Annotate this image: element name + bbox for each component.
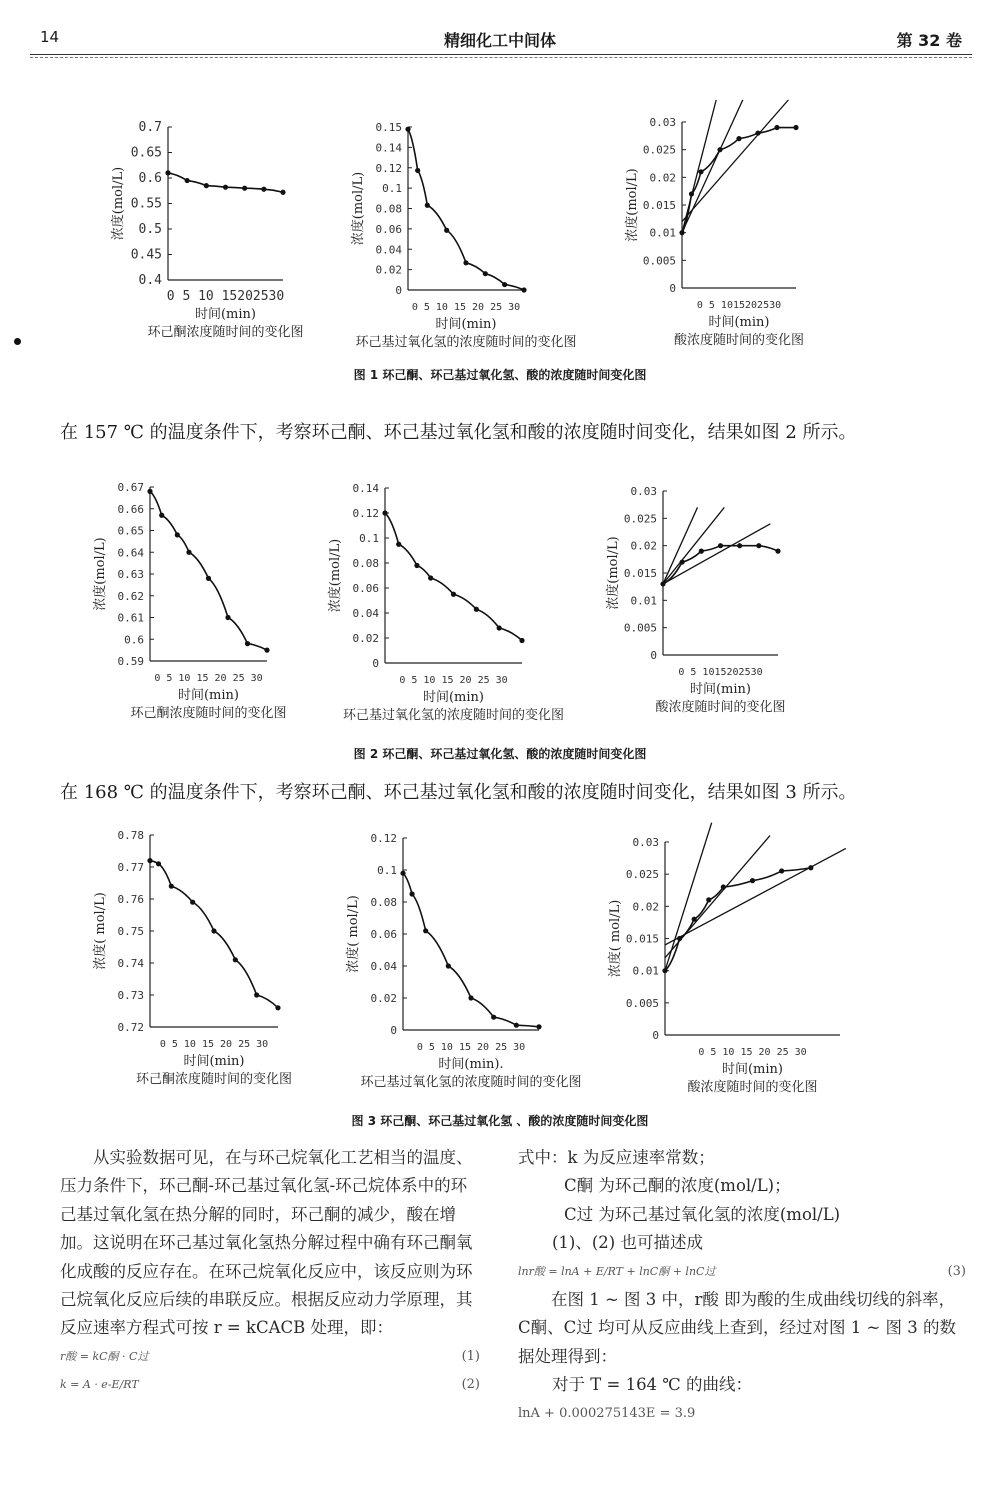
y-tick-label: 0.75 xyxy=(117,925,144,938)
y-tick-label: 0.04 xyxy=(370,960,397,973)
y-tick-label: 0.025 xyxy=(623,512,657,526)
data-point xyxy=(779,868,784,873)
y-tick-label: 0.14 xyxy=(375,141,402,155)
data-point xyxy=(409,891,414,896)
y-tick-label: 0.02 xyxy=(375,263,402,277)
y-tick-label: 0.65 xyxy=(130,145,162,161)
y-tick-label: 0.02 xyxy=(649,171,676,185)
equation-2-text: k = A · e-E/RT xyxy=(60,1378,139,1392)
y-tick-label: 0.1 xyxy=(382,182,402,196)
equation-3 xyxy=(518,1258,966,1286)
x-axis-label: 时间(min) xyxy=(194,307,257,322)
data-point xyxy=(514,1023,519,1028)
page-number: 14 xyxy=(40,28,60,46)
data-point xyxy=(808,865,813,870)
y-axis-label: 浓度(mol/L) xyxy=(625,168,640,242)
x-axis-label: 时间(min). xyxy=(438,1057,504,1072)
x-axis-label: 时间(min) xyxy=(708,315,770,330)
y-axis-label: 浓度(mol/L) xyxy=(351,171,366,246)
panel-subtitle: 环己酮浓度随时间的变化图 xyxy=(130,706,287,721)
data-point xyxy=(400,871,405,876)
panel-subtitle: 环己酮浓度随时间的变化图 xyxy=(147,325,304,340)
x-axis-label: 时间(min) xyxy=(183,1054,245,1069)
y-tick-label: 0.63 xyxy=(117,568,144,581)
y-tick-label: 0.03 xyxy=(632,836,659,849)
data-point xyxy=(706,897,711,902)
y-tick-label: 0.06 xyxy=(370,928,397,941)
data-point xyxy=(721,884,726,889)
y-tick-label: 0.01 xyxy=(649,226,676,240)
y-tick-label: 0.78 xyxy=(117,829,144,842)
x-tick-labels: 0 5 10 15202530 xyxy=(166,289,285,304)
right-line-2: C酮 为环己酮的浓度(mol/L)； xyxy=(564,1176,791,1196)
y-tick-label: 0.73 xyxy=(117,989,144,1002)
y-tick-label: 0.04 xyxy=(375,243,402,257)
y-tick-label: 0.02 xyxy=(352,632,379,645)
equation-3-text: lnr酸 = lnA + E/RT + lnC酮 + lnC过 xyxy=(518,1264,716,1278)
right-column xyxy=(518,1144,966,1428)
y-tick-label: 0.01 xyxy=(632,964,659,978)
fit-curve xyxy=(403,873,539,1027)
fit-curve xyxy=(665,868,811,971)
y-tick-label: 0.1 xyxy=(377,864,397,877)
y-axis-label: 浓度( mol/L) xyxy=(93,892,108,970)
y-tick-label: 0.03 xyxy=(649,116,676,129)
data-point xyxy=(750,878,755,883)
y-tick-label: 0.64 xyxy=(117,546,144,560)
data-point xyxy=(662,968,667,973)
x-tick-labels: 0 5 10 15 20 25 30 xyxy=(698,1047,807,1058)
y-tick-label: 0.7 xyxy=(138,120,162,135)
data-point xyxy=(190,900,195,905)
y-tick-label: 0.76 xyxy=(117,893,144,906)
y-axis-label: 浓度(mol/L) xyxy=(328,538,343,613)
tangent-line xyxy=(665,823,712,971)
tangent-line xyxy=(665,848,846,945)
y-tick-label: 0 xyxy=(372,657,379,670)
y-tick-label: 0 xyxy=(652,1029,659,1042)
y-axis-label: 浓度( mol/L) xyxy=(346,895,361,973)
x-tick-labels: 0 5 10 15 20 25 30 xyxy=(159,1039,269,1050)
equation-1-number: (1) xyxy=(461,1348,480,1364)
equation-1 xyxy=(60,1343,480,1371)
data-point xyxy=(254,992,259,997)
data-point xyxy=(423,928,428,933)
panel-subtitle: 环己基过氧化氢的浓度随时间的变化图 xyxy=(360,1075,582,1090)
y-tick-label: 0.77 xyxy=(117,861,144,874)
data-point xyxy=(147,858,152,863)
y-axis-label: 浓度(mol/L) xyxy=(93,537,108,611)
y-tick-label: 0.14 xyxy=(352,482,379,495)
panel-subtitle: 环己酮浓度随时间的变化图 xyxy=(135,1072,293,1087)
y-tick-label: 0.02 xyxy=(370,992,397,1005)
y-axis-label: 浓度(mol/L) xyxy=(111,166,126,241)
data-point xyxy=(692,917,697,922)
y-tick-label: 0.025 xyxy=(642,143,676,157)
y-tick-label: 0.6 xyxy=(124,633,144,647)
y-tick-label: 0.45 xyxy=(130,247,162,263)
data-point xyxy=(677,936,682,941)
chart-panel xyxy=(345,832,582,1090)
panel-subtitle: 环己基过氧化氢的浓度随时间的变化图 xyxy=(342,708,565,723)
y-tick-label: 0.66 xyxy=(117,502,144,516)
y-tick-label: 0.08 xyxy=(375,202,402,216)
data-point xyxy=(156,861,161,866)
paragraph-168: 在 168 ℃ 的温度条件下，考察环己酮、环己基过氧化氢和酸的浓度随时间变化，结果如图 3 所示。 xyxy=(60,782,857,803)
y-tick-label: 0.1 xyxy=(359,532,379,545)
x-tick-labels: 0 5 10 15 20 25 30 xyxy=(411,302,521,313)
y-axis-label: 浓度(mol/L) xyxy=(606,536,621,610)
equation-4-text: lnA + 0.000275143E = 3.9 xyxy=(518,1405,696,1421)
y-tick-label: 0.4 xyxy=(138,273,162,288)
equation-1-text: r酸 = kC酮 · C过 xyxy=(60,1349,149,1363)
equation-2-number: (2) xyxy=(461,1377,480,1393)
right-line-3: C过 为环己基过氧化氢的浓度(mol/L) xyxy=(564,1204,841,1224)
y-tick-label: 0.005 xyxy=(625,996,659,1010)
x-axis-label: 时间(min) xyxy=(689,682,752,697)
y-axis-label: 浓度( mol/L) xyxy=(608,899,623,978)
y-tick-label: 0.61 xyxy=(117,611,144,625)
y-tick-label: 0.02 xyxy=(630,539,657,553)
x-tick-labels: 0 5 10 15 20 25 30 xyxy=(154,673,263,684)
y-tick-label: 0.08 xyxy=(370,896,397,909)
chart-panel xyxy=(607,823,846,1095)
y-tick-label: 0.08 xyxy=(352,557,379,570)
body-text-left: 从实验数据可见，在与环己烷氧化工艺相当的温度、压力条件下，环己酮-环己基过氧化氢-环己烷体系中的环己基过氧化氢在热分解的同时，环己酮的减少，酸在增加。这说明在环己基过氧化氢热分解过程中确有环己酮氧化成酸的反应存在。在环己烷氧化反应中，该反应则为环己烷氧化反应后续的串联反应。根据反应动力学原理，其反应速率方程式可按 r = kCACB 处理，即： xyxy=(60,1148,473,1338)
y-tick-label: 0 xyxy=(650,649,657,662)
data-point xyxy=(169,884,174,889)
y-tick-label: 0.67 xyxy=(117,481,144,494)
panel-subtitle: 酸浓度随时间的变化图 xyxy=(673,333,805,348)
x-axis-label: 时间(min) xyxy=(177,688,240,703)
data-point xyxy=(446,963,451,968)
data-point xyxy=(468,995,473,1000)
x-axis-label: 时间(min) xyxy=(435,317,497,332)
y-tick-label: 0.5 xyxy=(138,222,162,237)
y-tick-label: 0.6 xyxy=(138,171,162,186)
y-tick-label: 0.72 xyxy=(117,1021,144,1034)
y-tick-label: 0.025 xyxy=(625,868,659,882)
x-tick-labels: 0 5 1015202530 xyxy=(696,300,782,311)
y-tick-label: 0.02 xyxy=(632,900,659,914)
equation-2 xyxy=(60,1371,480,1399)
equation-3-number: (3) xyxy=(947,1263,966,1279)
y-tick-label: 0.03 xyxy=(630,485,657,498)
y-tick-label: 0.06 xyxy=(375,222,402,236)
y-tick-label: 0.06 xyxy=(352,582,379,595)
y-tick-label: 0 xyxy=(395,284,402,297)
y-tick-label: 0.015 xyxy=(623,567,657,580)
y-tick-label: 0.65 xyxy=(117,524,144,538)
x-tick-labels: 0 5 10 15 20 25 30 xyxy=(399,675,508,686)
y-tick-label: 0.01 xyxy=(630,594,657,608)
y-tick-label: 0.55 xyxy=(130,196,162,212)
panel-subtitle: 酸浓度随时间的变化图 xyxy=(655,700,786,715)
panel-subtitle: 环己基过氧化氢的浓度随时间的变化图 xyxy=(355,335,577,350)
equation-4 xyxy=(518,1400,966,1428)
data-point xyxy=(275,1005,280,1010)
data-point xyxy=(536,1024,541,1029)
right-line-4: (1)、(2) 也可描述成 xyxy=(552,1233,703,1253)
y-tick-label: 0.005 xyxy=(623,621,657,635)
y-tick-label: 0.015 xyxy=(642,199,676,212)
y-tick-label: 0.12 xyxy=(352,507,379,520)
y-tick-label: 0.74 xyxy=(117,957,144,970)
figure-2-caption: 图 2 环己酮、环己基过氧化氢、酸的浓度随时间变化图 xyxy=(353,747,647,761)
figure-3-caption: 图 3 环己酮、环己基过氧化氢 、酸的浓度随时间变化图 xyxy=(351,1114,649,1128)
y-tick-label: 0.59 xyxy=(117,655,144,668)
y-tick-label: 0.12 xyxy=(375,161,402,175)
x-tick-labels: 0 5 1015202530 xyxy=(678,667,763,678)
data-point xyxy=(233,957,238,962)
chart-panel xyxy=(92,829,292,1087)
volume-label: 第 32 卷 xyxy=(896,31,962,50)
data-point xyxy=(211,928,216,933)
y-tick-label: 0.12 xyxy=(370,832,397,845)
data-point xyxy=(491,1015,496,1020)
journal-title: 精细化工中间体 xyxy=(443,31,556,50)
right-line-1: 式中：k 为反应速率常数； xyxy=(518,1148,715,1167)
right-line-5: 在图 1 ~ 图 3 中，r酸 即为酸的生成曲线切线的斜率，C酮、C过 均可从反应曲线上查到，经过对图 1 ~ 图 3 的数据处理得到： xyxy=(518,1290,957,1366)
y-tick-label: 0.005 xyxy=(642,254,676,268)
y-tick-label: 0 xyxy=(390,1024,397,1037)
figure-1-caption: 图 1 环己酮、环己基过氧化氢、酸的浓度随时间变化图 xyxy=(353,368,647,382)
right-line-6: 对于 T = 164 ℃ 的曲线： xyxy=(552,1375,753,1395)
x-axis-label: 时间(min) xyxy=(721,1062,784,1077)
paragraph-157: 在 157 ℃ 的温度条件下，考察环己酮、环己基过氧化氢和酸的浓度随时间变化，结果如图 2 所示。 xyxy=(60,422,857,443)
fit-curve xyxy=(150,861,278,1008)
y-tick-label: 0.62 xyxy=(117,589,144,603)
y-tick-label: 0.04 xyxy=(352,607,379,620)
panel-subtitle: 酸浓度随时间的变化图 xyxy=(687,1080,818,1095)
y-tick-label: 0.15 xyxy=(375,121,402,134)
y-tick-label: 0.015 xyxy=(625,932,659,946)
x-tick-labels: 0 5 10 15 20 25 30 xyxy=(416,1042,526,1053)
y-tick-label: 0 xyxy=(669,282,676,295)
left-column xyxy=(60,1144,480,1400)
x-axis-label: 时间(min) xyxy=(422,690,485,705)
